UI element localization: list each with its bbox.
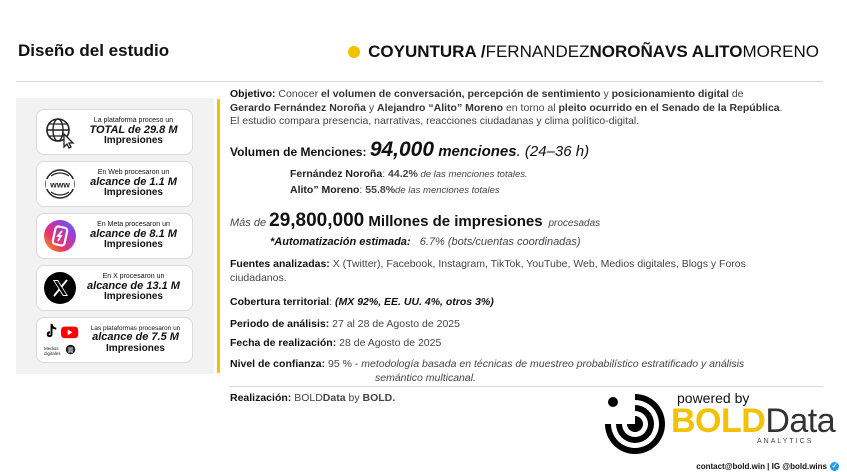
logo-analytics: ANALYTICS [757, 438, 814, 445]
card-line3: Impresiones [104, 187, 163, 199]
realizacion-brand3: BOLD. [362, 392, 396, 404]
fuentes-label: Fuentes analizadas: [230, 258, 330, 270]
header-topic [348, 42, 819, 62]
card-line2: alcance de 13.1 M [87, 279, 180, 292]
meta-icon [42, 218, 78, 254]
breakdown-sep: : [359, 184, 366, 196]
breakdown-pct: 55.8% [365, 184, 396, 196]
fuentes-value: X (Twitter), Facebook, Instagram, TikTok, YouTube, Web, Medios digitales, Blogs y Foros ciudadanos. [230, 258, 746, 284]
stat-card-others [36, 317, 193, 363]
card-line3: Impresiones [104, 135, 163, 147]
brand-label: COYUNTURA / [368, 42, 486, 61]
objetivo-text: Conocer [275, 88, 322, 100]
yellow-dot-icon [348, 46, 360, 58]
objetivo-text: y [600, 88, 612, 100]
periodo-value: 27 al 28 de Agosto de 2025 [329, 318, 460, 330]
globe-cursor-icon [42, 114, 78, 150]
breakdown-name: Alito” Moreno [290, 184, 360, 196]
svg-text:www: www [50, 179, 70, 190]
breakdown-note: de las menciones totales [395, 185, 500, 196]
card-line2: alcance de 8.1 M [90, 227, 177, 240]
topic-part1: FERNANDEZ [485, 42, 590, 61]
card-line2: alcance de 1.1 M [90, 175, 177, 188]
objetivo-text: . El estudio compara presencia, narrativas, reacciones ciudadanas y clima político-digital. [230, 101, 783, 128]
nivel-label: Nivel de confianza: [230, 358, 326, 370]
automatizacion-label: *Automatización estimada: [270, 236, 411, 248]
logo-powered-by: powered by [677, 390, 750, 406]
divider-top [16, 81, 823, 82]
automatizacion-value: 6.7% (bots/cuentas coordinadas) [419, 236, 581, 248]
cobertura-value: (MX 92%, EE. UU. 4%, otros 3%) [335, 296, 494, 308]
nivel-value2: semántico multicanal. [375, 372, 476, 385]
contact-text: contact@bold.win | IG @bold.wins [696, 462, 827, 471]
breakdown-note: de las menciones totales. [417, 169, 528, 180]
contact-line [696, 462, 839, 471]
breakdown-norona [290, 168, 528, 180]
verified-badge-icon: ✓ [831, 463, 838, 470]
breakdown-name: Fernández Noroña [290, 168, 383, 180]
volumen-row [230, 138, 589, 162]
volumen-number: 94,000 [369, 138, 435, 161]
card-line1: En Web procesaron un [97, 169, 170, 177]
x-icon [42, 270, 78, 306]
nivel-row [230, 357, 790, 385]
cobertura-row [230, 296, 494, 308]
accent-bar [217, 99, 220, 373]
logo-data: Data [765, 402, 836, 440]
card-line1: Las plataformas procesaron un [90, 324, 181, 332]
objetivo-paragraph [230, 88, 785, 129]
realizacion-brand1: BOLD [291, 392, 323, 404]
bold-logo-mark-icon [601, 390, 669, 456]
card-line3: Impresiones [104, 239, 163, 251]
realizacion-d: D [322, 392, 331, 404]
objetivo-text: en torno al [503, 101, 559, 114]
topic-bold2: VS ALITO [665, 42, 743, 61]
impresiones-pre: Más de [230, 217, 270, 229]
nivel-pct: 95 % - [325, 358, 362, 370]
divider-bottom [230, 386, 823, 387]
objetivo-text: de [728, 88, 744, 100]
nivel-value: metodología basada en técnicas de muestreo probabilístico estratificado y análisis [361, 358, 745, 370]
topic-bold1: NOROÑA [589, 42, 666, 61]
card-line1: La plataforma proceso un [93, 117, 174, 125]
bolddata-logo [601, 390, 836, 456]
volumen-unit: menciones [434, 143, 517, 160]
periodo-label: Periodo de análisis: [230, 318, 330, 330]
impresiones-unit: Millones de impresiones [364, 213, 543, 230]
objetivo-highlight: pleito ocurrido en el Senado de la República [558, 101, 780, 114]
breakdown-moreno [290, 184, 500, 196]
card-line1: En X procesaron un [102, 273, 165, 281]
logo-wordmark [671, 404, 835, 438]
objetivo-highlight: Gerardo Fernández Noroña [230, 101, 366, 114]
realizacion-by: by [345, 392, 363, 404]
fecha-value: 28 de Agosto de 2025 [336, 337, 442, 349]
medios-digitales-caption: Medios digitales [44, 346, 61, 356]
card-line3: Impresiones [104, 291, 163, 303]
realizacion-brand2: ata [330, 392, 346, 404]
stat-card-total [36, 109, 193, 155]
www-icon [42, 166, 78, 202]
objetivo-highlight: el volumen de conversación, percepción de sentimiento [321, 88, 601, 100]
impresiones-row [230, 210, 600, 232]
stat-card-x [36, 265, 193, 311]
impresiones-post: procesadas [548, 218, 601, 229]
card-line1: En Meta procesaron un [97, 221, 170, 229]
cobertura-label: Cobertura territorial [230, 296, 330, 308]
stat-card-web [36, 161, 193, 207]
impresiones-number: 29,800,000 [269, 210, 365, 231]
cobertura-colon: : [329, 296, 336, 308]
card-line2: alcance de 7.5 M [92, 331, 179, 344]
fuentes-row [230, 258, 785, 285]
topic-part2: MORENO [742, 42, 819, 61]
fecha-row [230, 337, 441, 349]
page-title: Diseño del estudio [18, 41, 170, 60]
tiktok-youtube-icon [42, 322, 82, 358]
breakdown-sep: : [382, 168, 389, 180]
card-line2: TOTAL de 29.8 M [89, 123, 178, 136]
periodo-row [230, 318, 460, 330]
fecha-label: Fecha de realización: [230, 337, 337, 349]
stat-card-meta [36, 213, 193, 259]
objetivo-highlight: posicionamiento digital [611, 88, 729, 100]
objetivo-label: Objetivo: [230, 88, 276, 100]
card-line3: Impresiones [106, 342, 165, 354]
realizacion-label: Realización: [230, 392, 292, 404]
objetivo-highlight: Alejandro “Alito” Moreno [377, 101, 504, 114]
volumen-span: . (24–36 h) [516, 143, 590, 160]
logo-bold: BOLD [671, 402, 766, 440]
sidebar-panel [16, 98, 214, 374]
realizacion-row [230, 392, 395, 404]
volumen-label: Volumen de Menciones: [230, 145, 370, 159]
automatizacion-row [270, 236, 581, 248]
breakdown-pct: 44.2% [388, 168, 418, 180]
objetivo-text: y [365, 101, 378, 114]
